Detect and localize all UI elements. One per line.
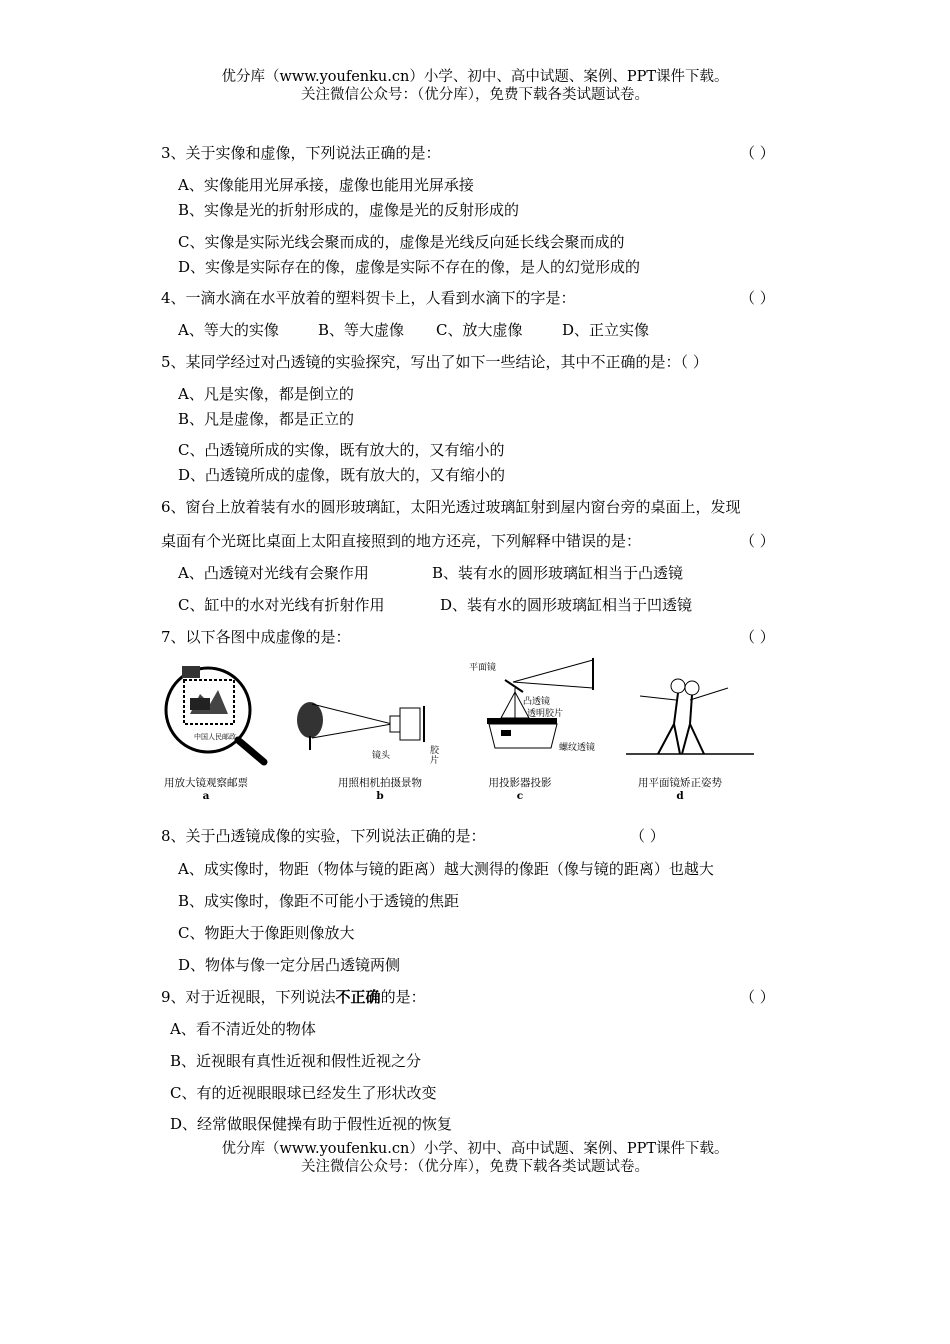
figure-b-caption: 用照相机拍摄景物 <box>338 777 422 789</box>
q8-option-a: A、成实像时，物距（物体与镜的距离）越大测得的像距（像与镜的距离）也越大 <box>178 860 714 878</box>
figure-a-caption: 用放大镜观察邮票 <box>164 777 248 789</box>
q8-stem: 8、关于凸透镜成像的实验，下列说法正确的是： <box>161 827 486 845</box>
fresnel-lens-label: 螺纹透镜 <box>559 743 596 753</box>
q5-stem: 5、某同学经过对凸透镜的实验探究，写出了如下一些结论，其中不正确的是：（ ） <box>161 353 708 371</box>
figure-c-label: c <box>516 790 524 802</box>
footer-line-1: 优分库（www.youfenku.cn）小学、初中、高中试题、案例、PPT课件下载。 <box>221 1141 729 1157</box>
q5-option-b: B、凡是虚像，都是正立的 <box>178 410 355 428</box>
q8-answer-blank: （ ） <box>630 827 665 845</box>
figure-b <box>290 658 450 808</box>
footer-line-2: 关注微信公众号：（优分库），免费下载各类试题试卷。 <box>301 1159 649 1175</box>
transparent-film-label: 透明胶片 <box>527 709 564 719</box>
q5-option-c: C、凸透镜所成的实像，既有放大的，又有缩小的 <box>178 441 505 459</box>
q4-option-c: C、放大虚像 <box>436 321 523 339</box>
q3-option-b: B、实像是光的折射形成的，虚像是光的反射形成的 <box>178 201 520 219</box>
q6-option-b: B、装有水的圆形玻璃缸相当于凸透镜 <box>432 564 684 582</box>
header-line-2: 关注微信公众号：（优分库），免费下载各类试题试卷。 <box>301 87 649 103</box>
mirror-posture-illustration <box>620 658 760 768</box>
q4-option-b: B、等大虚像 <box>318 321 405 339</box>
convex-lens-label: 凸透镜 <box>523 697 551 707</box>
q6-stem-line-1: 6、窗台上放着装有水的圆形玻璃缸，太阳光透过玻璃缸射到屋内窗台旁的桌面上，发现 <box>161 498 741 516</box>
q6-stem-line-2: 桌面有个光斑比桌面上太阳直接照到的地方还亮，下列解释中错误的是： <box>161 532 642 550</box>
q9-stem <box>161 987 426 1007</box>
plane-mirror-label: 平面镜 <box>469 663 497 673</box>
q5-option-d: D、凸透镜所成的虚像，既有放大的，又有缩小的 <box>178 466 506 484</box>
camera-illustration <box>290 658 450 768</box>
lens-label: 镜头 <box>372 751 391 761</box>
figure-a-label: a <box>202 790 210 802</box>
q3-option-c: C、实像是实际光线会聚而成的，虚像是光线反向延长线会聚而成的 <box>178 233 625 251</box>
q7-stem: 7、以下各图中成虚像的是： <box>161 628 351 646</box>
q4-stem: 4、一滴水滴在水平放着的塑料贺卡上，人看到水滴下的字是： <box>161 289 576 307</box>
q3-answer-blank: （ ） <box>740 144 775 162</box>
q8-option-d: D、物体与像一定分居凸透镜两侧 <box>178 956 401 974</box>
film-label: 胶片 <box>430 746 440 766</box>
q9-option-b: B、近视眼有真性近视和假性近视之分 <box>170 1052 422 1070</box>
q6-answer-blank: （ ） <box>740 532 775 550</box>
q4-option-d: D、正立实像 <box>562 321 650 339</box>
figure-c-caption: 用投影器投影 <box>488 777 552 789</box>
q9-option-c: C、有的近视眼眼球已经发生了形状改变 <box>170 1084 437 1102</box>
figure-d-label: d <box>676 790 684 802</box>
q9-stem-emphasis: 不正确 <box>335 988 381 1006</box>
q6-option-c: C、缸中的水对光线有折射作用 <box>178 596 385 614</box>
q9-stem-post: 的是： <box>380 988 426 1006</box>
stamp-text: 中国人民邮政 <box>194 733 236 741</box>
q3-option-d: D、实像是实际存在的像，虚像是实际不存在的像，是人的幻觉形成的 <box>178 258 641 276</box>
page-header <box>0 68 950 104</box>
q9-stem-pre: 9、对于近视眼，下列说法 <box>161 988 336 1006</box>
q8-option-b: B、成实像时，像距不可能小于透镜的焦距 <box>178 892 460 910</box>
page-footer <box>0 1140 950 1176</box>
header-line-1: 优分库（www.youfenku.cn）小学、初中、高中试题、案例、PPT课件下载。 <box>221 69 729 85</box>
figure-a <box>160 658 270 808</box>
q5-option-a: A、凡是实像，都是倒立的 <box>178 385 354 403</box>
q8-option-c: C、物距大于像距则像放大 <box>178 924 355 942</box>
q4-answer-blank: （ ） <box>740 289 775 307</box>
figure-c <box>465 658 605 808</box>
q7-answer-blank: （ ） <box>740 628 775 646</box>
q6-option-a: A、凸透镜对光线有会聚作用 <box>178 564 369 582</box>
q9-option-d: D、经常做眼保健操有助于假性近视的恢复 <box>170 1115 453 1133</box>
figure-d <box>620 658 760 808</box>
magnifier-stamp-illustration <box>160 658 270 768</box>
q9-answer-blank: （ ） <box>740 988 775 1006</box>
q3-option-a: A、实像能用光屏承接，虚像也能用光屏承接 <box>178 176 474 194</box>
figure-b-label: b <box>376 790 384 802</box>
q7-figures <box>160 658 770 808</box>
q6-option-d: D、装有水的圆形玻璃缸相当于凹透镜 <box>440 596 693 614</box>
q9-option-a: A、看不清近处的物体 <box>170 1020 316 1038</box>
q4-option-a: A、等大的实像 <box>178 321 279 339</box>
figure-d-caption: 用平面镜矫正姿势 <box>638 777 722 789</box>
q3-stem: 3、关于实像和虚像，下列说法正确的是： <box>161 144 441 162</box>
